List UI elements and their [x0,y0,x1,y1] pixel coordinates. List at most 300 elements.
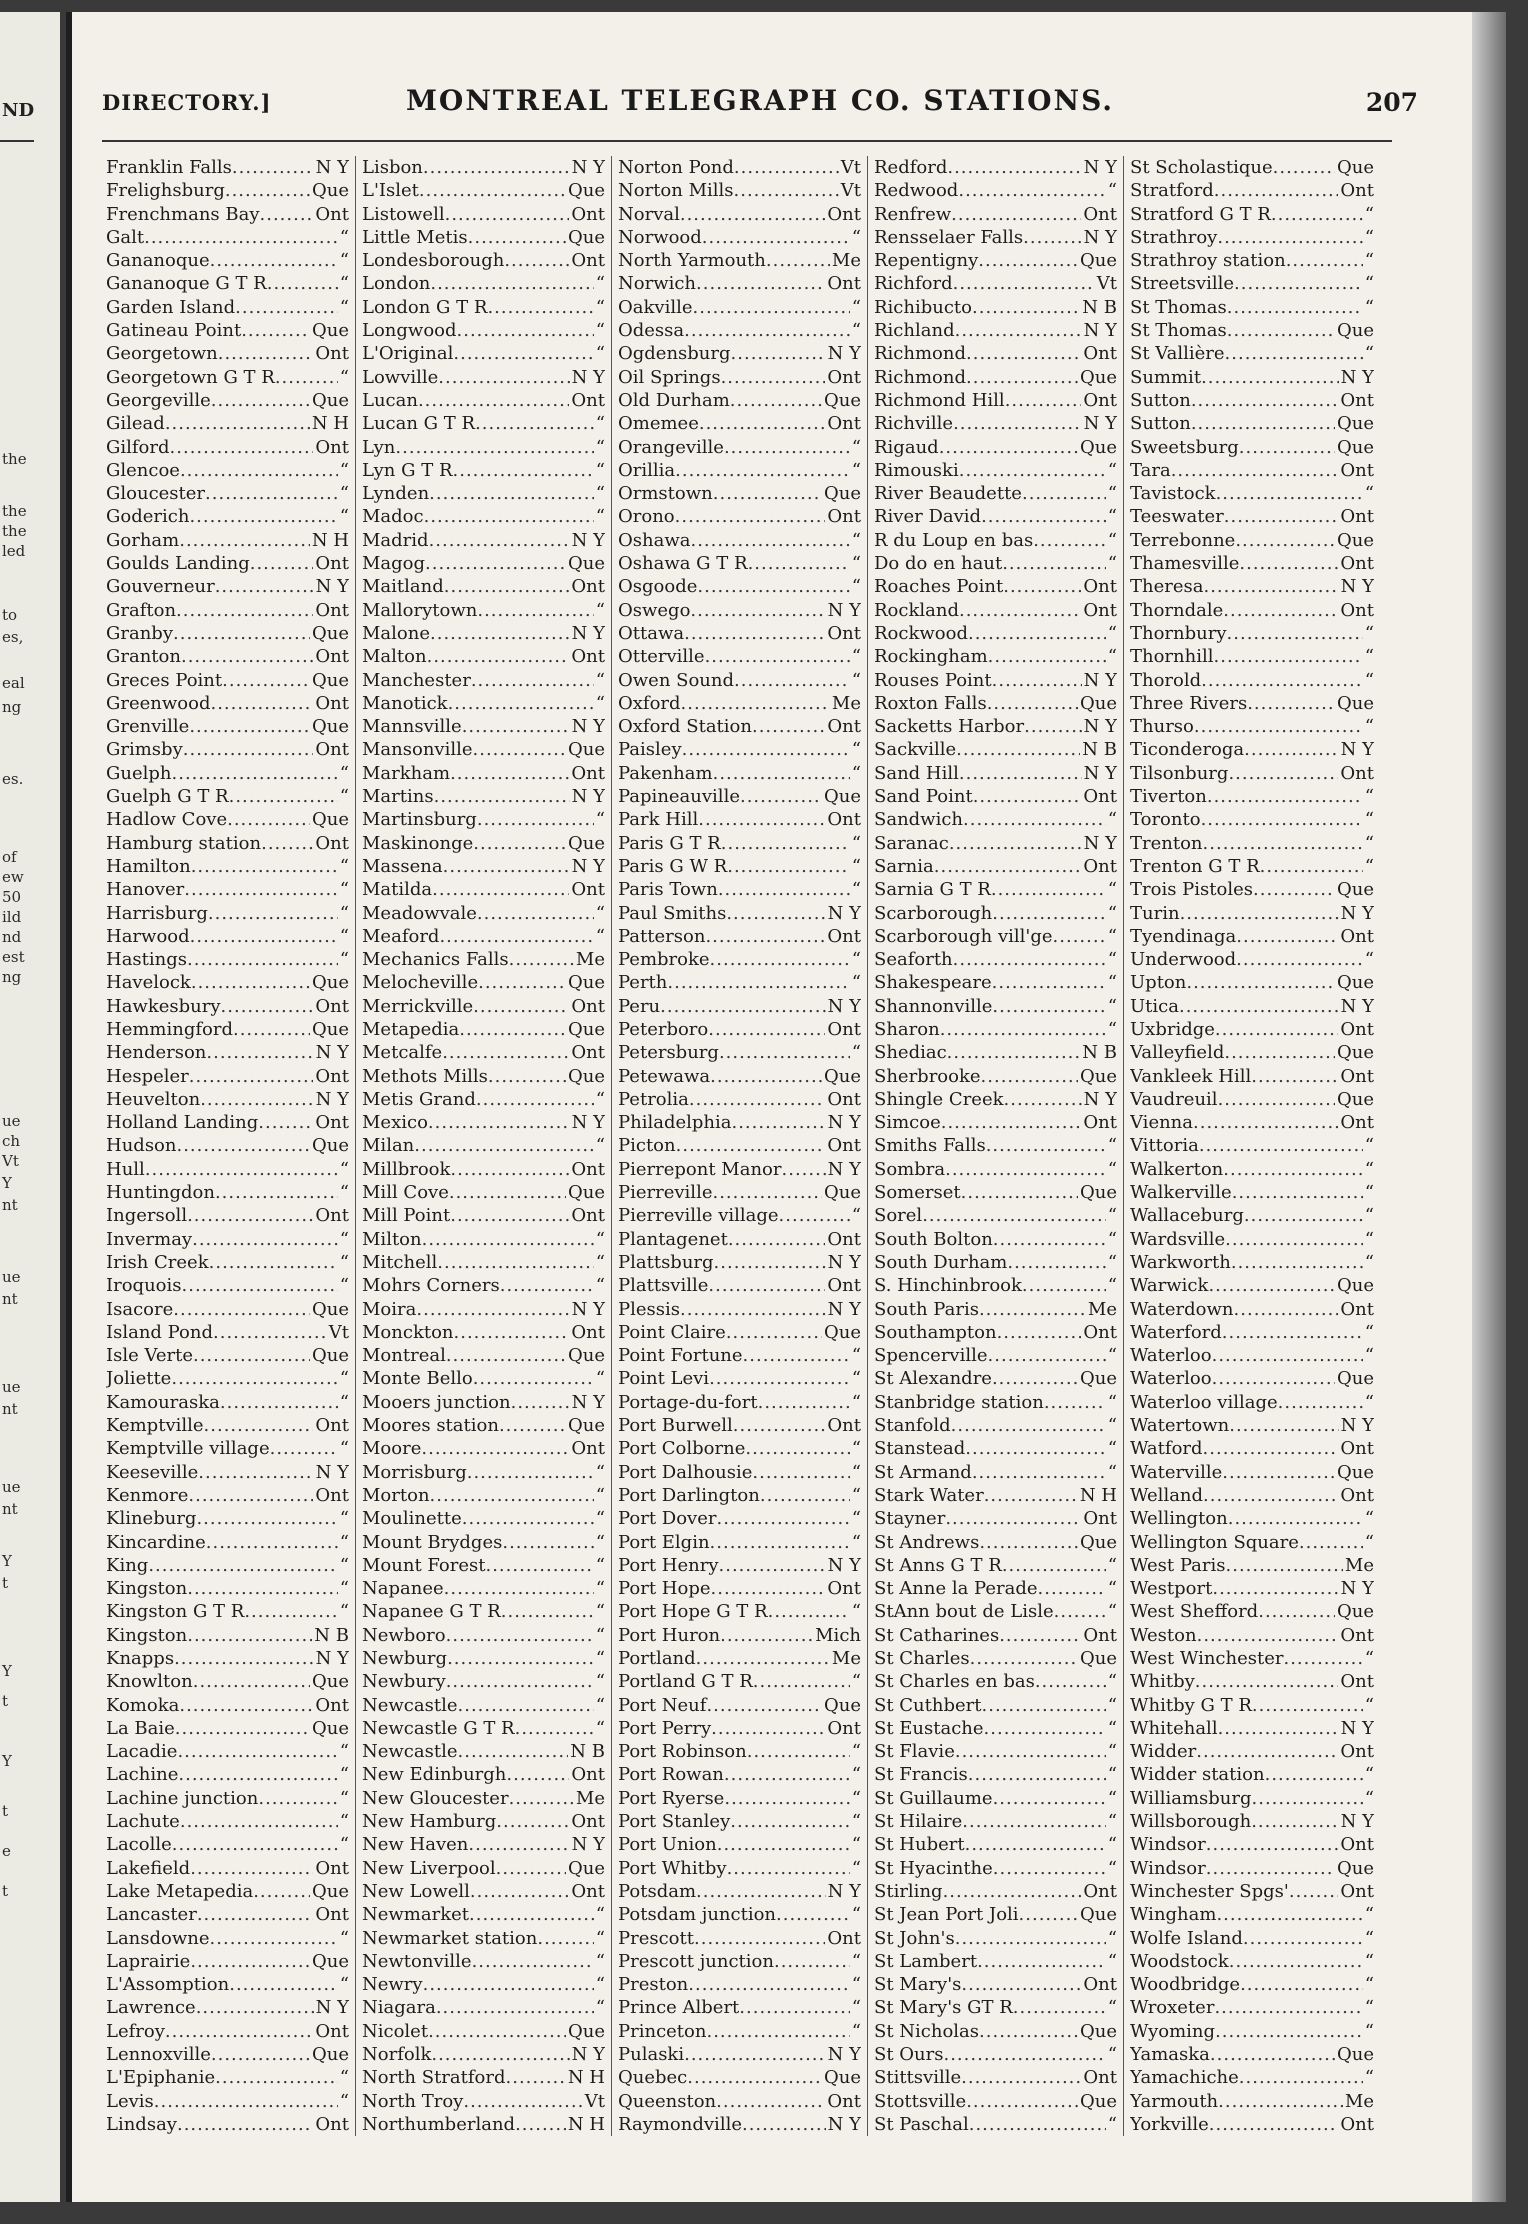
station-name: Rimouski [874,459,959,481]
station-name: Stanstead [874,1438,966,1460]
station-state: Que [1336,1088,1374,1110]
station-state: “ [595,1578,605,1600]
station-name: S. Hinchinbrook [874,1275,1022,1297]
station-entry [1130,1833,1374,1856]
station-name: Tyendinaga [1130,925,1237,947]
dot-leader [1243,1927,1363,1950]
station-entry [106,1391,349,1414]
dot-leader [943,1880,1082,1903]
station-entry [1130,1670,1374,1693]
dot-leader [469,1903,594,1926]
station-state: Ont [827,1018,861,1040]
station-entry [618,482,861,505]
dot-leader [718,878,850,901]
dot-leader [1273,156,1335,179]
station-name: Park Hill [618,809,699,831]
dot-leader [1299,1531,1363,1554]
station-entry [1130,1204,1374,1227]
station-state: Que [311,180,349,202]
station-entry [106,1763,349,1786]
station-name: Gananoque G T R [106,273,267,295]
station-state: Ont [315,1484,349,1506]
dot-leader [472,1950,594,1973]
station-name: New Lowell [362,1880,470,1902]
station-state: N Y [571,855,605,877]
station-entry [106,1950,349,1973]
station-name: Lacolle [106,1834,172,1856]
station-entry [618,1507,861,1530]
station-entry [106,1927,349,1950]
station-entry [106,296,349,319]
station-entry [874,1857,1117,1880]
station-state: “ [339,1531,349,1553]
station-state: “ [339,1834,349,1856]
station-name: Norval [618,203,680,225]
station-entry [874,692,1117,715]
station-name: Iroquois [106,1275,182,1297]
station-state: Ont [571,762,605,784]
station-entry [874,1065,1117,1088]
dot-leader [191,855,338,878]
station-entry [1130,296,1374,319]
dot-leader [468,1833,569,1856]
station-state: Ont [571,1438,605,1460]
station-entry [106,2090,349,2113]
dot-leader [261,832,313,855]
station-state: Vt [840,157,861,178]
dot-leader [175,1717,310,1740]
station-entry [874,179,1117,202]
station-name: Oil Springs [618,366,721,388]
previous-page-fragment: ue [2,1378,21,1396]
station-state: “ [1107,1787,1117,1809]
station-entry [874,1810,1117,1833]
station-state: Que [1336,879,1374,901]
station-state: “ [851,1461,861,1483]
station-state: Ont [1083,855,1117,877]
dot-leader [1222,1321,1363,1344]
station-state: “ [339,1811,349,1833]
station-state: Que [1336,436,1374,458]
station-name: Woodstock [1130,1950,1229,1972]
dot-leader [727,855,850,878]
station-name: Montreal [362,1345,446,1367]
station-name: Norton Pond [618,157,734,178]
station-entry [362,1600,605,1623]
station-entry [362,203,605,226]
station-entry [362,436,605,459]
dot-leader [229,1973,338,1996]
station-state: “ [595,1461,605,1483]
station-entry [106,692,349,715]
station-state: “ [1107,1461,1117,1483]
station-name: Pierreville village [618,1205,779,1227]
station-state: “ [595,343,605,365]
station-name: Mexico [362,1112,428,1134]
station-state: “ [851,949,861,971]
station-state: Ont [827,203,861,225]
dot-leader [1283,1647,1362,1670]
station-name: Portage-du-fort [618,1391,758,1413]
page-number: 207 [1365,88,1418,117]
station-entry [362,855,605,878]
station-state: Que [311,2044,349,2066]
station-entry [618,342,861,365]
station-entry [1130,1647,1374,1670]
station-entry [1130,1437,1374,1460]
previous-page-fragment: Y [2,1174,12,1192]
page-title: MONTREAL TELEGRAPH CO. STATIONS. [405,84,1115,117]
station-name: Mechanics Falls [362,949,509,971]
station-state: “ [1107,1554,1117,1576]
station-name: Norwich [618,273,697,295]
station-state: N Y [827,902,861,924]
station-state: “ [339,762,349,784]
dot-leader [776,1903,850,1926]
dot-leader [962,1810,1106,1833]
station-name: Stanbridge station [874,1391,1044,1413]
station-name: Ogdensburg [618,343,731,365]
station-state: “ [1107,1438,1117,1460]
station-state: “ [1364,1648,1374,1669]
station-entry [618,599,861,622]
dot-leader [731,342,826,365]
station-state: N Y [571,1391,605,1413]
station-name: Sandwich [874,809,964,831]
station-entry [874,482,1117,505]
station-entry [106,1531,349,1554]
station-name: Port Union [618,1834,717,1856]
station-entry [106,1041,349,1064]
station-name: St Anns G T R [874,1554,1002,1576]
station-state: “ [1364,203,1374,225]
dot-leader [981,505,1106,528]
dot-leader [453,342,593,365]
station-entry [362,575,605,598]
station-entry [362,529,605,552]
station-entry [618,552,861,575]
station-name: Seaforth [874,949,953,971]
station-entry [618,2020,861,2043]
station-entry [362,669,605,692]
station-name: Kingston [106,1578,188,1600]
station-name: Longwood [362,320,457,342]
station-state: “ [339,1741,349,1763]
station-name: Port Elgin [618,1531,710,1553]
dot-leader [945,1507,1081,1530]
dot-leader [418,389,569,412]
station-name: Manchester [362,669,471,691]
station-entry [362,762,605,785]
station-entry [618,389,861,412]
station-entry [874,459,1117,482]
station-state: Que [1336,157,1374,178]
previous-page-fragment: 50 [2,888,22,906]
station-entry [1130,1484,1374,1507]
station-entry [618,575,861,598]
station-state: Ont [1340,1438,1374,1460]
station-name: Garden Island [106,296,236,318]
station-state: “ [339,1251,349,1273]
station-entry [618,1461,861,1484]
station-state: Que [823,1694,861,1716]
station-name: Meadowvale [362,902,477,924]
station-name: Upton [1130,972,1187,994]
station-state: Que [1336,972,1374,994]
station-entry [1130,878,1374,901]
station-name: Mallorytown [362,599,478,621]
station-state: Ont [571,1764,605,1786]
station-entry [1130,459,1374,482]
station-entry [1130,1344,1374,1367]
station-state: “ [851,1531,861,1553]
station-name: Mitchell [362,1251,438,1273]
dot-leader [1258,1600,1335,1623]
station-name: Matilda [362,879,433,901]
dot-leader [709,1367,850,1390]
station-state: Ont [1083,1112,1117,1134]
dot-leader [190,925,338,948]
station-entry [618,2066,861,2089]
station-state: Que [1336,1042,1374,1064]
station-name: Newtonville [362,1950,472,1972]
station-name: St Paschal [874,2113,969,2135]
station-name: Sarnia [874,855,934,877]
station-name: Osgoode [618,576,698,598]
station-name: Galt [106,226,145,248]
dot-leader [986,1134,1106,1157]
station-entry [362,1088,605,1111]
station-state: “ [339,459,349,481]
station-entry [1130,948,1374,971]
station-name: Westport [1130,1578,1213,1600]
station-name: North Yarmouth [618,250,766,272]
dot-leader [993,1857,1106,1880]
station-name: Lisbon [362,157,423,178]
station-state: N B [570,1741,605,1763]
station-state: “ [595,1974,605,1996]
station-entry [618,2113,861,2136]
dot-leader [176,599,313,622]
dot-leader [951,1414,1106,1437]
station-name: Franklin Falls [106,157,232,178]
previous-page-fragment: ue [2,1268,21,1286]
station-name: Kingston [106,1624,188,1646]
station-entry [874,669,1117,692]
station-name: Sutton [1130,389,1191,411]
dot-leader [981,1065,1078,1088]
dot-leader [687,2066,822,2089]
station-entry [618,1274,861,1297]
station-state: N Y [1340,1717,1374,1739]
directory-page [66,12,1506,2202]
dot-leader [187,948,338,971]
dot-leader [206,1531,338,1554]
dot-leader [450,762,569,785]
dot-leader [1252,1787,1363,1810]
station-state: Que [311,1671,349,1693]
station-name: Sombra [874,1158,946,1180]
station-name: Pierrepont Manor [618,1158,782,1180]
station-entry [874,1367,1117,1390]
station-state: “ [595,296,605,318]
station-state: Ont [571,1042,605,1064]
station-entry [362,995,605,1018]
station-name: Kenmore [106,1484,189,1506]
station-state: N Y [571,2044,605,2066]
station-name: Sweetsburg [1130,436,1239,458]
station-state: “ [1107,879,1117,901]
station-state: Que [823,1321,861,1343]
station-entry [106,599,349,622]
station-name: Whitby [1130,1671,1195,1693]
station-name: Norton Mills [618,180,734,202]
dot-leader [1218,1088,1335,1111]
station-name: Gilford [106,436,170,458]
station-state: Ont [571,576,605,598]
dot-leader [1199,1134,1363,1157]
header-section-label: DIRECTORY.] [102,90,272,115]
dot-leader [973,785,1082,808]
station-entry [618,669,861,692]
station-state: N Y [315,1088,349,1110]
dot-leader [1208,1274,1335,1297]
station-state: “ [1107,902,1117,924]
station-state: N Y [571,1112,605,1134]
station-state: “ [339,506,349,528]
station-name: St Alexandre [874,1368,992,1390]
station-state: “ [595,1671,605,1693]
dot-leader [945,1158,1106,1181]
dot-leader [496,1810,569,1833]
station-state: “ [1107,949,1117,971]
station-state: “ [1364,250,1374,272]
station-entry [874,1670,1117,1693]
station-name: Meaford [362,925,440,947]
station-name: Vaudreuil [1130,1088,1218,1110]
station-entry [874,1437,1117,1460]
station-state: Que [311,1018,349,1040]
station-entry [874,2066,1117,2089]
dot-leader [172,1833,338,1856]
station-state: “ [1107,1345,1117,1367]
station-state: Ont [1340,599,1374,621]
station-entry [874,1787,1117,1810]
station-entry [362,482,605,505]
station-entry [1130,272,1374,295]
station-entry [874,1950,1117,1973]
dot-leader [1209,2113,1339,2136]
dot-leader [982,1694,1106,1717]
dot-leader [727,1857,850,1880]
station-entry [1130,1763,1374,1786]
station-entry [618,459,861,482]
station-name: Tavistock [1130,483,1216,505]
station-entry [362,1647,605,1670]
station-state: “ [1364,1205,1374,1227]
dot-leader [179,1694,313,1717]
station-name: St Francis [874,1764,968,1786]
station-state: “ [595,506,605,528]
station-entry [874,995,1117,1018]
station-state: Que [1079,692,1117,714]
dot-leader [190,1950,310,1973]
station-entry [618,1903,861,1926]
station-entry [362,366,605,389]
station-entry [618,296,861,319]
dot-leader [684,319,850,342]
station-entry [106,1204,349,1227]
dot-leader [719,1554,826,1577]
dot-leader [213,1321,327,1344]
station-state: “ [1364,1764,1374,1786]
station-entry [618,1880,861,1903]
station-entry [106,226,349,249]
dot-leader [1217,226,1362,249]
station-state: N Y [315,1461,349,1483]
station-name: Stanfold [874,1415,951,1437]
station-state: “ [851,1834,861,1856]
dot-leader [1005,389,1082,412]
station-name: Trenton G T R [1130,855,1260,877]
dot-leader [144,226,338,249]
station-name: Terrebonne [1130,529,1236,551]
station-name: Waterloo [1130,1368,1212,1390]
station-state: “ [1107,1671,1117,1693]
station-name: Do do en haut [874,553,1003,575]
station-entry [618,1414,861,1437]
station-state: “ [339,1764,349,1786]
station-name: Peru [618,995,661,1017]
station-entry [106,1554,349,1577]
station-name: Napanee G T R [362,1601,501,1623]
station-entry [106,1647,349,1670]
dot-leader [1186,971,1335,994]
station-state: Ont [827,273,861,295]
station-state: N H [311,529,349,551]
dot-leader [1236,948,1363,971]
station-entry [874,971,1117,994]
station-name: Wardsville [1130,1228,1226,1250]
station-entry [106,1134,349,1157]
station-state: “ [1107,925,1117,947]
dot-leader [537,1927,593,1950]
dot-leader [1229,1950,1363,1973]
station-state: Me [831,250,861,272]
station-state: N Y [571,1834,605,1856]
dot-leader [1253,878,1335,901]
previous-page-fragment: ng [2,968,22,986]
station-state: “ [1364,1345,1374,1367]
dot-leader [419,179,566,202]
station-entry [874,1111,1117,1134]
station-state: “ [851,972,861,994]
dot-leader [965,1437,1106,1460]
station-entry [874,622,1117,645]
station-name: Patterson [618,925,706,947]
station-name: St Hubert [874,1834,965,1856]
station-state: N Y [315,1042,349,1064]
station-name: South Durham [874,1251,1008,1273]
station-state: “ [851,646,861,668]
dot-leader [1179,995,1339,1018]
station-state: Que [567,180,605,202]
station-entry [618,878,861,901]
dot-leader [730,1810,850,1833]
station-entry [618,1158,861,1181]
station-state: Me [831,692,861,714]
station-entry [618,971,861,994]
